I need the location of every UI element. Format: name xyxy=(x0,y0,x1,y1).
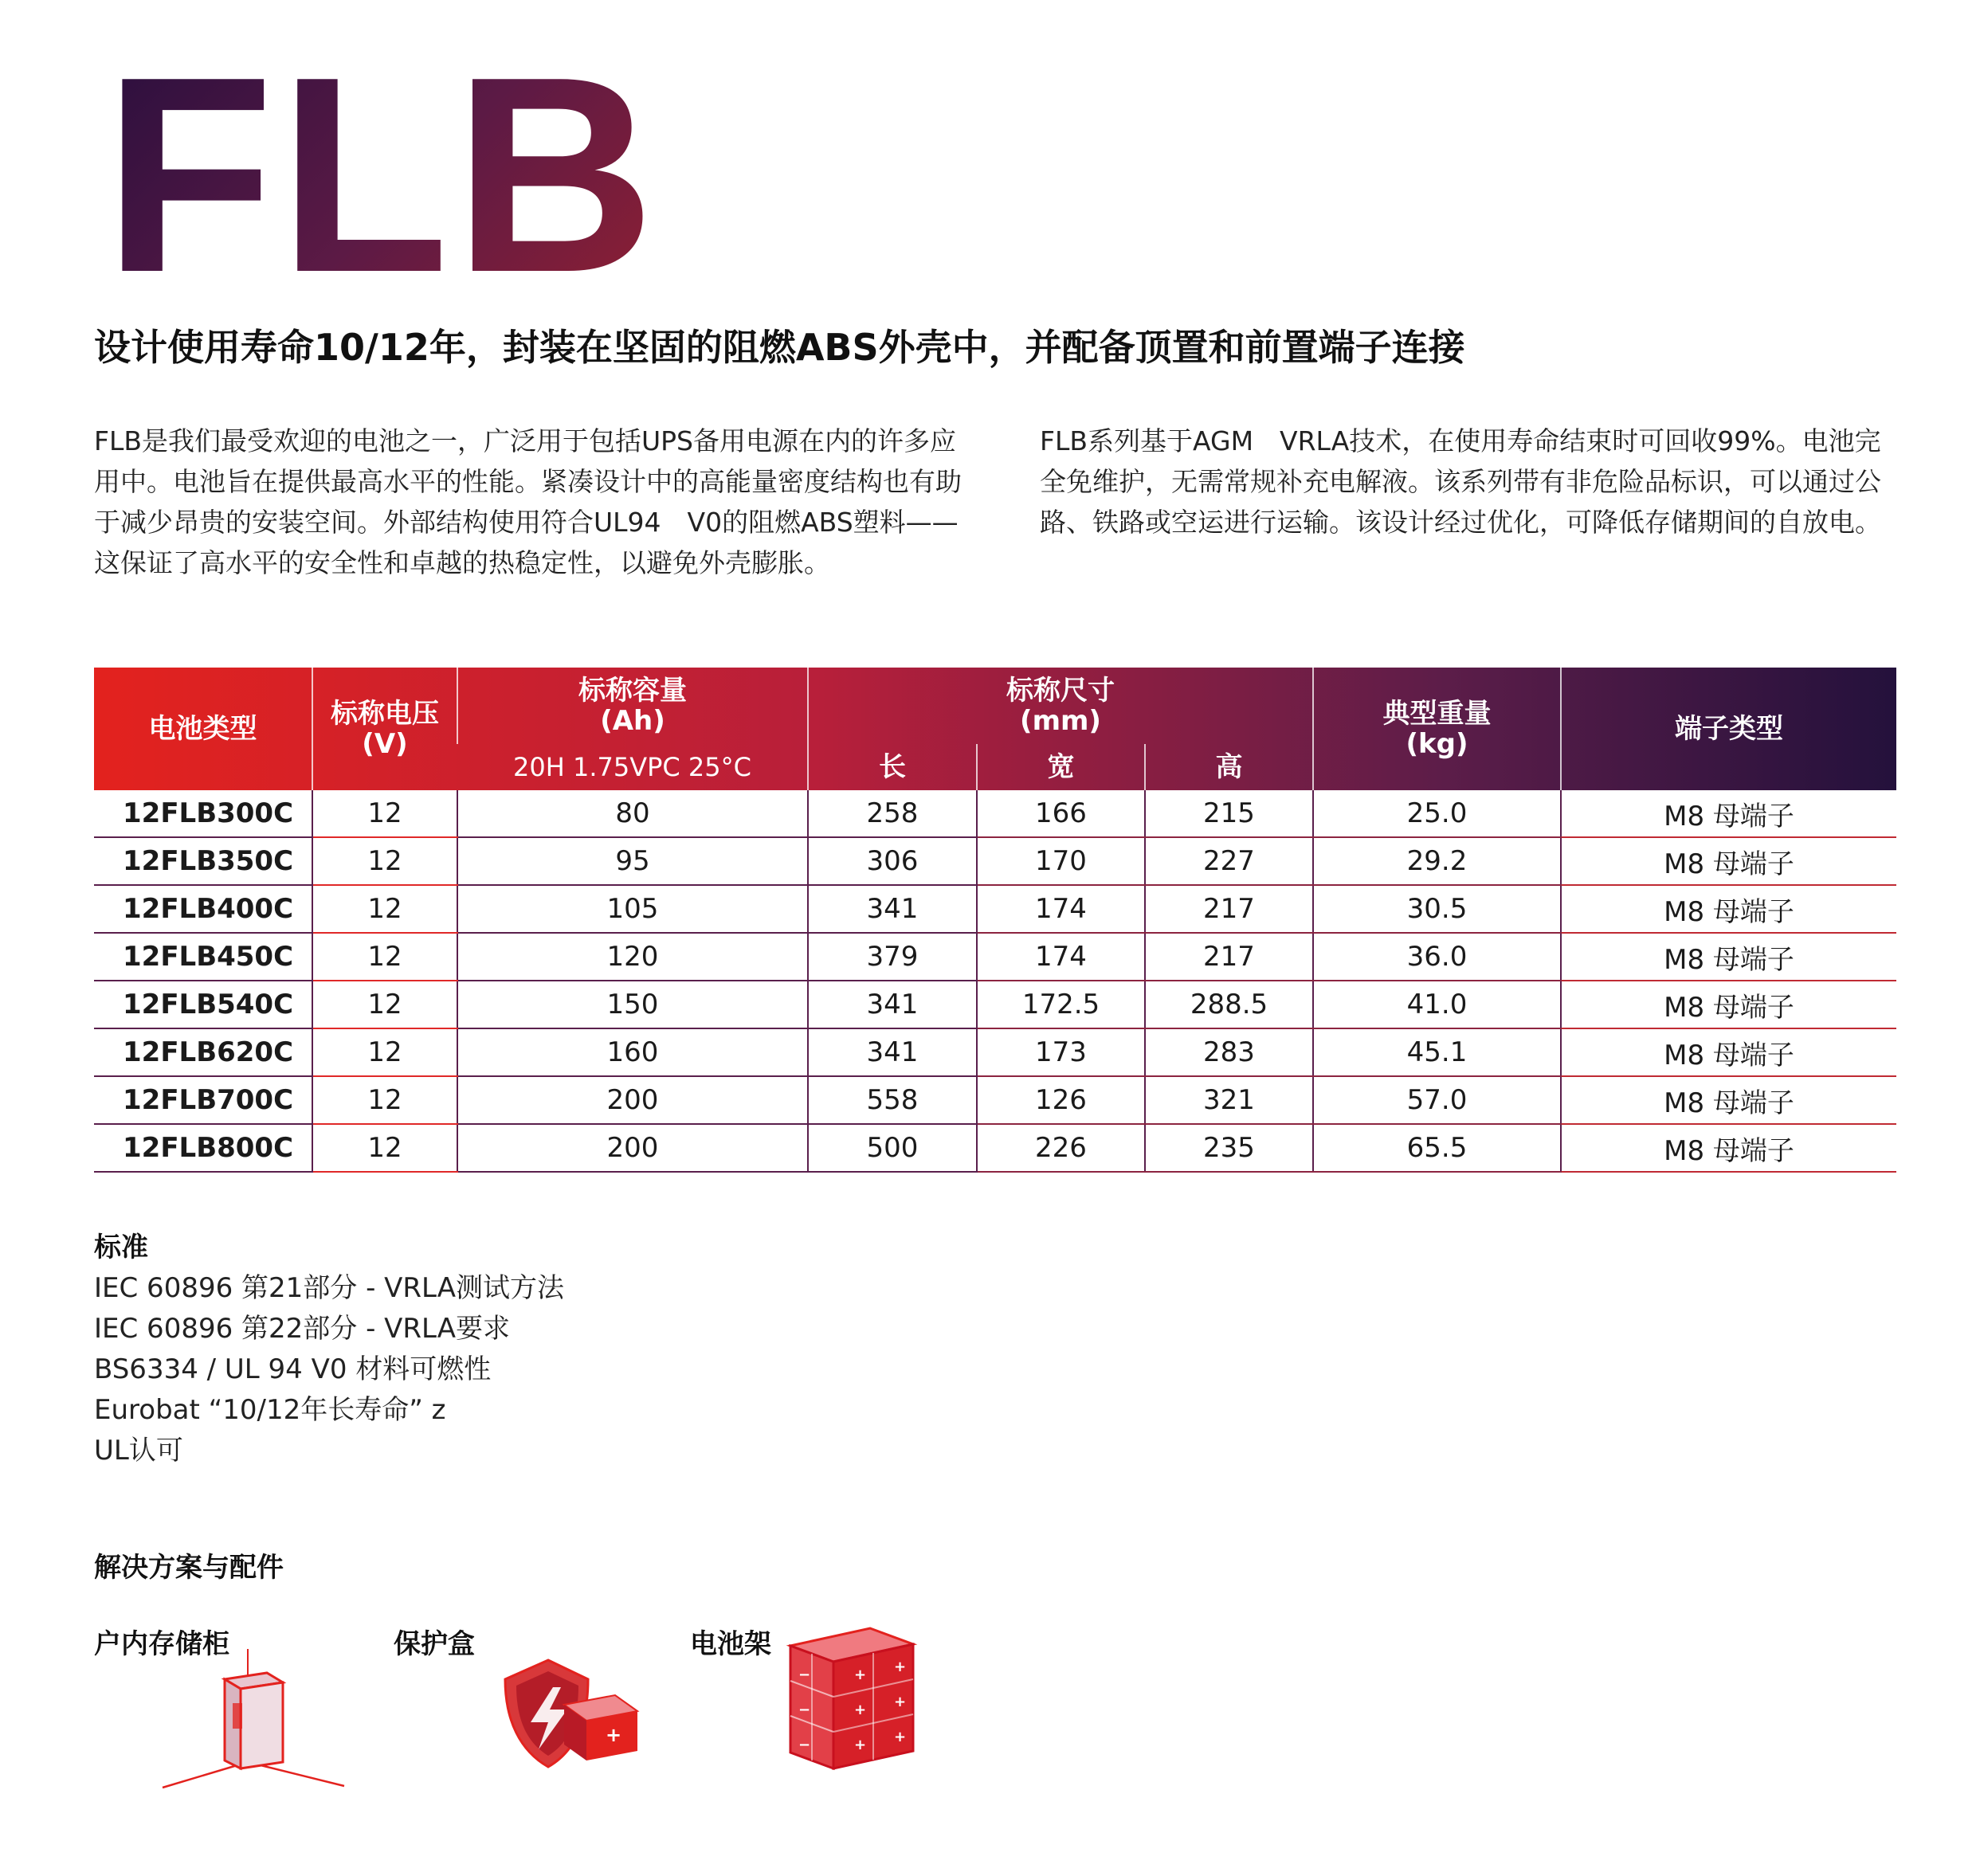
cell-height: 227 xyxy=(1145,837,1313,885)
standard-item: Eurobat “10/12年长寿命” z xyxy=(94,1394,446,1426)
cell-voltage: 12 xyxy=(312,933,457,981)
cell-length: 341 xyxy=(808,885,977,933)
cell-length: 341 xyxy=(808,981,977,1028)
table-row xyxy=(94,981,1896,1028)
header-dimensions: 标称尺寸 (mm) xyxy=(808,668,1313,744)
cell-model: 12FLB540C xyxy=(94,981,312,1028)
table-row xyxy=(94,933,1896,981)
svg-text:+: + xyxy=(854,1702,867,1718)
cell-terminal: M8 母端子 xyxy=(1561,1076,1896,1124)
cell-height: 215 xyxy=(1145,790,1313,837)
accessories-title: 解决方案与配件 xyxy=(94,1552,284,1584)
cell-terminal: M8 母端子 xyxy=(1561,1124,1896,1172)
table-row xyxy=(94,1124,1896,1172)
cell-weight: 65.5 xyxy=(1313,1124,1561,1172)
cell-length: 306 xyxy=(808,837,977,885)
cell-voltage: 12 xyxy=(312,1028,457,1076)
cell-weight: 45.1 xyxy=(1313,1028,1561,1076)
cell-weight: 30.5 xyxy=(1313,885,1561,933)
cell-voltage: 12 xyxy=(312,981,457,1028)
cell-voltage: 12 xyxy=(312,1076,457,1124)
cell-terminal: M8 母端子 xyxy=(1561,981,1896,1028)
cell-model: 12FLB350C xyxy=(94,837,312,885)
cell-height: 217 xyxy=(1145,885,1313,933)
intro-paragraph-right: FLB系列基于AGM VRLA技术，在使用寿命结束时可回收99%。电池完全免维护，无需常规补充电解液。该系列带有非危险品标识，可以通过公路、铁路或空运进行运输。该设计经过优化，可降低存储期间的自放电。 xyxy=(1040,425,1881,538)
header-model: 电池类型 xyxy=(148,713,257,745)
cell-terminal: M8 母端子 xyxy=(1561,790,1896,837)
cell-weight: 57.0 xyxy=(1313,1076,1561,1124)
header-voltage: 标称电压 (V) xyxy=(312,668,457,790)
svg-text:+: + xyxy=(894,1694,907,1710)
cell-voltage: 12 xyxy=(312,837,457,885)
standard-item: IEC 60896 第22部分 - VRLA要求 xyxy=(94,1313,511,1345)
cell-capacity: 160 xyxy=(457,1028,808,1076)
accessory-label-cabinet: 户内存储柜 xyxy=(94,1628,229,1660)
accessory-label-protection-box: 保护盒 xyxy=(394,1628,475,1660)
standard-item: UL认可 xyxy=(94,1435,183,1467)
spec-table xyxy=(94,668,1896,1173)
cell-height: 321 xyxy=(1145,1076,1313,1124)
cell-voltage: 12 xyxy=(312,885,457,933)
cell-weight: 36.0 xyxy=(1313,933,1561,981)
table-row xyxy=(94,885,1896,933)
cell-height: 235 xyxy=(1145,1124,1313,1172)
svg-text:−: − xyxy=(798,1737,811,1753)
table-row xyxy=(94,790,1896,837)
cell-capacity: 105 xyxy=(457,885,808,933)
battery-rack-icon xyxy=(784,1617,919,1776)
header-terminal: 端子类型 xyxy=(1561,668,1896,790)
cell-terminal: M8 母端子 xyxy=(1561,837,1896,885)
cell-weight: 25.0 xyxy=(1313,790,1561,837)
accessory-label-battery-rack: 电池架 xyxy=(690,1628,771,1660)
intro-paragraph-left: FLB是我们最受欢迎的电池之一，广泛用于包括UPS备用电源在内的许多应用中。电池旨在提供最高水平的性能。紧凑设计中的高能量密度结构也有助于减少昂贵的安装空间。外部结构使用符合UL94 V0的阻燃ABS塑料——这保证了高水平的安全性和卓越的热稳定性，以避免外壳膨胀。 xyxy=(94,425,962,578)
cell-capacity: 200 xyxy=(457,1076,808,1124)
header-capacity-condition: 20H 1.75VPC 25°C xyxy=(513,752,751,782)
header-width: 宽 xyxy=(977,744,1145,790)
cell-model: 12FLB700C xyxy=(94,1076,312,1124)
cell-terminal: M8 母端子 xyxy=(1561,885,1896,933)
svg-text:+: + xyxy=(894,1729,907,1745)
cell-model: 12FLB800C xyxy=(94,1124,312,1172)
cell-capacity: 120 xyxy=(457,933,808,981)
cell-model: 12FLB400C xyxy=(94,885,312,933)
cell-voltage: 12 xyxy=(312,1124,457,1172)
cell-model: 12FLB620C xyxy=(94,1028,312,1076)
svg-text:−: − xyxy=(798,1666,811,1683)
cell-weight: 41.0 xyxy=(1313,981,1561,1028)
svg-text:−: − xyxy=(798,1702,811,1718)
cell-weight: 29.2 xyxy=(1313,837,1561,885)
protection-box-icon xyxy=(500,1657,644,1776)
svg-text:+: + xyxy=(854,1666,867,1683)
cell-width: 174 xyxy=(977,933,1145,981)
cell-capacity: 80 xyxy=(457,790,808,837)
cell-height: 283 xyxy=(1145,1028,1313,1076)
header-length: 长 xyxy=(808,744,977,790)
cell-width: 172.5 xyxy=(977,981,1145,1028)
table-row xyxy=(94,1028,1896,1076)
cell-length: 341 xyxy=(808,1028,977,1076)
cell-length: 500 xyxy=(808,1124,977,1172)
cell-width: 174 xyxy=(977,885,1145,933)
cell-model: 12FLB300C xyxy=(94,790,312,837)
brand-title: FLB xyxy=(104,19,661,331)
cell-length: 379 xyxy=(808,933,977,981)
table-row xyxy=(94,1076,1896,1124)
svg-text:+: + xyxy=(605,1724,622,1746)
cell-length: 258 xyxy=(808,790,977,837)
cell-height: 217 xyxy=(1145,933,1313,981)
svg-text:+: + xyxy=(854,1737,867,1753)
headline: 设计使用寿命10/12年，封装在坚固的阻燃ABS外壳中，并配备顶置和前置端子连接 xyxy=(94,326,1465,369)
table-row xyxy=(94,837,1896,885)
cell-width: 170 xyxy=(977,837,1145,885)
cell-length: 558 xyxy=(808,1076,977,1124)
cell-width: 166 xyxy=(977,790,1145,837)
cell-terminal: M8 母端子 xyxy=(1561,1028,1896,1076)
cabinet-icon xyxy=(159,1641,351,1792)
spec-table-header xyxy=(94,668,1896,790)
cell-model: 12FLB450C xyxy=(94,933,312,981)
cell-capacity: 95 xyxy=(457,837,808,885)
standard-item: IEC 60896 第21部分 - VRLA测试方法 xyxy=(94,1272,565,1304)
cell-width: 173 xyxy=(977,1028,1145,1076)
cell-capacity: 150 xyxy=(457,981,808,1028)
cell-width: 126 xyxy=(977,1076,1145,1124)
cell-voltage: 12 xyxy=(312,790,457,837)
cell-capacity: 200 xyxy=(457,1124,808,1172)
cell-width: 226 xyxy=(977,1124,1145,1172)
spec-table-body xyxy=(94,790,1896,1172)
header-height: 高 xyxy=(1145,744,1313,790)
standards-title: 标准 xyxy=(94,1232,148,1263)
header-capacity: 标称容量 (Ah) xyxy=(457,668,808,744)
svg-text:+: + xyxy=(894,1659,907,1675)
cell-height: 288.5 xyxy=(1145,981,1313,1028)
header-weight: 典型重量 (kg) xyxy=(1313,668,1561,790)
cell-terminal: M8 母端子 xyxy=(1561,933,1896,981)
standard-item: BS6334 / UL 94 V0 材料可燃性 xyxy=(94,1353,492,1385)
standards-list xyxy=(94,1268,564,1471)
